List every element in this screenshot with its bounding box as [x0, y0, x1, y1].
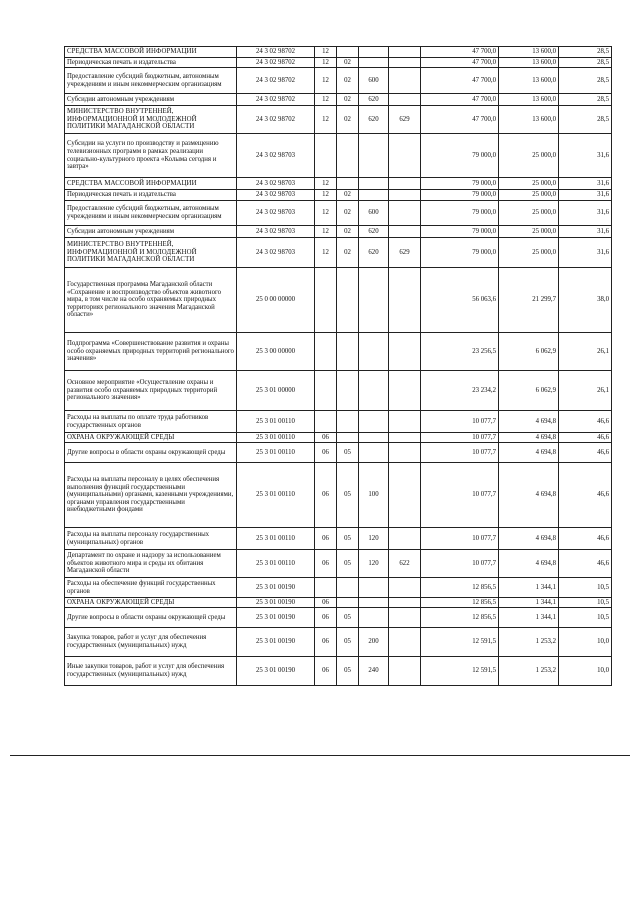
table-row — [65, 433, 612, 443]
row-plan-amount: 10 077,7 — [421, 443, 499, 463]
row-target-code: 24 3 02 98702 — [237, 106, 315, 134]
row-subsection: 02 — [337, 238, 359, 268]
row-department — [389, 528, 421, 550]
row-actual-amount: 25 000,0 — [499, 134, 559, 178]
row-section: 12 — [315, 94, 337, 106]
row-plan-amount: 10 077,7 — [421, 411, 499, 433]
row-department — [389, 134, 421, 178]
row-plan-amount: 79 000,0 — [421, 134, 499, 178]
row-department — [389, 190, 421, 201]
row-target-code: 24 3 02 98702 — [237, 68, 315, 94]
table-row — [65, 657, 612, 686]
row-actual-amount: 6 062,9 — [499, 333, 559, 371]
row-department — [389, 178, 421, 190]
row-percent: 10,5 — [559, 578, 612, 598]
row-actual-amount: 13 600,0 — [499, 106, 559, 134]
row-percent: 46,6 — [559, 443, 612, 463]
row-name: Расходы на обеспечение функций государственных органов — [65, 578, 237, 598]
row-subsection — [337, 134, 359, 178]
row-target-code: 25 3 01 00110 — [237, 463, 315, 528]
row-expense-type — [359, 134, 389, 178]
row-section — [315, 578, 337, 598]
row-name: Предоставление субсидий бюджетным, автономным учреждениям и иным некоммерческим организациям — [65, 68, 237, 94]
row-section — [315, 333, 337, 371]
row-plan-amount: 47 700,0 — [421, 47, 499, 58]
row-target-code: 25 3 01 00110 — [237, 550, 315, 578]
row-target-code: 24 3 02 98703 — [237, 134, 315, 178]
row-section: 06 — [315, 608, 337, 628]
row-name: Закупка товаров, работ и услуг для обеспечения государственных (муниципальных) нужд — [65, 628, 237, 657]
row-target-code: 24 3 02 98703 — [237, 178, 315, 190]
row-expense-type: 200 — [359, 628, 389, 657]
row-section — [315, 411, 337, 433]
row-percent: 31,6 — [559, 190, 612, 201]
row-percent: 10,0 — [559, 657, 612, 686]
row-expense-type — [359, 58, 389, 68]
row-percent: 46,6 — [559, 433, 612, 443]
row-section: 12 — [315, 106, 337, 134]
row-plan-amount: 10 077,7 — [421, 550, 499, 578]
row-actual-amount: 25 000,0 — [499, 238, 559, 268]
table-row — [65, 58, 612, 68]
row-target-code: 25 0 00 00000 — [237, 268, 315, 333]
row-name: Периодическая печать и издательства — [65, 58, 237, 68]
row-subsection — [337, 333, 359, 371]
row-name: СРЕДСТВА МАССОВОЙ ИНФОРМАЦИИ — [65, 178, 237, 190]
row-percent: 10,0 — [559, 628, 612, 657]
row-section: 12 — [315, 47, 337, 58]
row-section: 06 — [315, 443, 337, 463]
row-subsection: 05 — [337, 608, 359, 628]
row-subsection: 02 — [337, 94, 359, 106]
row-subsection: 05 — [337, 550, 359, 578]
row-plan-amount: 79 000,0 — [421, 201, 499, 226]
row-section — [315, 268, 337, 333]
table-row — [65, 68, 612, 94]
table-row — [65, 268, 612, 333]
row-plan-amount: 10 077,7 — [421, 528, 499, 550]
row-plan-amount: 79 000,0 — [421, 226, 499, 238]
row-department — [389, 443, 421, 463]
row-department — [389, 268, 421, 333]
row-section: 06 — [315, 528, 337, 550]
row-actual-amount: 13 600,0 — [499, 68, 559, 94]
row-target-code: 24 3 02 98702 — [237, 58, 315, 68]
table-row — [65, 443, 612, 463]
table-row — [65, 106, 612, 134]
row-percent: 31,6 — [559, 178, 612, 190]
row-plan-amount: 10 077,7 — [421, 463, 499, 528]
row-expense-type: 620 — [359, 238, 389, 268]
row-subsection: 02 — [337, 106, 359, 134]
table-row — [65, 94, 612, 106]
row-plan-amount: 79 000,0 — [421, 238, 499, 268]
row-plan-amount: 12 591,5 — [421, 657, 499, 686]
row-actual-amount: 4 694,8 — [499, 443, 559, 463]
row-plan-amount: 79 000,0 — [421, 190, 499, 201]
row-department — [389, 226, 421, 238]
row-subsection — [337, 598, 359, 608]
row-department — [389, 68, 421, 94]
row-expense-type — [359, 608, 389, 628]
row-plan-amount: 23 234,2 — [421, 371, 499, 411]
row-subsection: 05 — [337, 443, 359, 463]
row-percent: 28,5 — [559, 58, 612, 68]
row-section: 12 — [315, 190, 337, 201]
row-subsection: 05 — [337, 657, 359, 686]
row-actual-amount: 13 600,0 — [499, 58, 559, 68]
row-plan-amount: 23 256,5 — [421, 333, 499, 371]
row-plan-amount: 12 856,5 — [421, 598, 499, 608]
row-expense-type: 120 — [359, 528, 389, 550]
row-target-code: 25 3 01 00110 — [237, 433, 315, 443]
row-subsection — [337, 178, 359, 190]
row-section: 12 — [315, 178, 337, 190]
table-row — [65, 238, 612, 268]
row-expense-type: 600 — [359, 68, 389, 94]
row-percent: 28,5 — [559, 94, 612, 106]
row-department — [389, 608, 421, 628]
row-subsection — [337, 371, 359, 411]
row-department: 622 — [389, 550, 421, 578]
row-actual-amount: 4 694,8 — [499, 411, 559, 433]
row-subsection: 02 — [337, 190, 359, 201]
row-name: Субсидии на услуги по производству и размещению телевизионных программ в рамках реализации социально-культурного проекта «Колыма сегодня и завтра» — [65, 134, 237, 178]
row-subsection: 02 — [337, 68, 359, 94]
row-name: МИНИСТЕРСТВО ВНУТРЕННЕЙ, ИНФОРМАЦИОННОЙ И МОЛОДЕЖНОЙ ПОЛИТИКИ МАГАДАНСКОЙ ОБЛАСТИ — [65, 106, 237, 134]
row-expense-type — [359, 443, 389, 463]
row-name: ОХРАНА ОКРУЖАЮЩЕЙ СРЕДЫ — [65, 598, 237, 608]
table-row — [65, 598, 612, 608]
table-row — [65, 47, 612, 58]
row-expense-type — [359, 178, 389, 190]
row-subsection: 02 — [337, 58, 359, 68]
row-target-code: 25 3 01 00190 — [237, 578, 315, 598]
table-row — [65, 201, 612, 226]
row-expense-type: 120 — [359, 550, 389, 578]
row-plan-amount: 12 856,5 — [421, 578, 499, 598]
row-actual-amount: 4 694,8 — [499, 528, 559, 550]
row-plan-amount: 79 000,0 — [421, 178, 499, 190]
row-expense-type — [359, 268, 389, 333]
row-target-code: 24 3 02 98702 — [237, 47, 315, 58]
row-actual-amount: 1 344,1 — [499, 608, 559, 628]
row-subsection — [337, 268, 359, 333]
row-department: 629 — [389, 106, 421, 134]
row-name: Субсидии автономным учреждениям — [65, 94, 237, 106]
row-target-code: 24 3 02 98702 — [237, 94, 315, 106]
row-expense-type: 620 — [359, 226, 389, 238]
table-row — [65, 550, 612, 578]
row-actual-amount: 4 694,8 — [499, 433, 559, 443]
row-section: 12 — [315, 201, 337, 226]
row-department — [389, 58, 421, 68]
row-percent: 46,6 — [559, 550, 612, 578]
row-target-code: 25 3 00 00000 — [237, 333, 315, 371]
row-percent: 46,6 — [559, 528, 612, 550]
row-section: 06 — [315, 463, 337, 528]
row-department — [389, 94, 421, 106]
row-actual-amount: 1 344,1 — [499, 598, 559, 608]
row-subsection: 05 — [337, 528, 359, 550]
row-percent: 26,1 — [559, 333, 612, 371]
row-actual-amount: 25 000,0 — [499, 178, 559, 190]
row-percent: 46,6 — [559, 411, 612, 433]
row-target-code: 25 3 01 00000 — [237, 371, 315, 411]
row-actual-amount: 13 600,0 — [499, 47, 559, 58]
row-percent: 38,0 — [559, 268, 612, 333]
row-name: Другие вопросы в области охраны окружающей среды — [65, 443, 237, 463]
row-target-code: 24 3 02 98703 — [237, 201, 315, 226]
row-actual-amount: 21 299,7 — [499, 268, 559, 333]
row-section: 06 — [315, 433, 337, 443]
row-plan-amount: 56 063,6 — [421, 268, 499, 333]
row-target-code: 24 3 02 98703 — [237, 226, 315, 238]
table-row — [65, 178, 612, 190]
row-target-code: 25 3 01 00110 — [237, 528, 315, 550]
row-name: МИНИСТЕРСТВО ВНУТРЕННЕЙ, ИНФОРМАЦИОННОЙ И МОЛОДЕЖНОЙ ПОЛИТИКИ МАГАДАНСКОЙ ОБЛАСТИ — [65, 238, 237, 268]
row-expense-type: 600 — [359, 201, 389, 226]
row-department — [389, 578, 421, 598]
row-subsection: 05 — [337, 463, 359, 528]
row-name: Подпрограмма «Совершенствование развития и охраны особо охраняемых природных территорий регионального значения» — [65, 333, 237, 371]
row-actual-amount: 13 600,0 — [499, 94, 559, 106]
page-bottom-rule — [10, 755, 630, 756]
row-percent: 46,6 — [559, 463, 612, 528]
row-name: ОХРАНА ОКРУЖАЮЩЕЙ СРЕДЫ — [65, 433, 237, 443]
row-department — [389, 628, 421, 657]
row-subsection: 02 — [337, 201, 359, 226]
row-actual-amount: 4 694,8 — [499, 463, 559, 528]
row-actual-amount: 4 694,8 — [499, 550, 559, 578]
row-plan-amount: 12 856,5 — [421, 608, 499, 628]
row-target-code: 24 3 02 98703 — [237, 238, 315, 268]
row-section: 06 — [315, 598, 337, 608]
row-target-code: 25 3 01 00190 — [237, 657, 315, 686]
row-department — [389, 411, 421, 433]
row-section: 06 — [315, 628, 337, 657]
row-subsection — [337, 411, 359, 433]
row-name: Иные закупки товаров, работ и услуг для обеспечения государственных (муниципальных) нужд — [65, 657, 237, 686]
row-plan-amount: 47 700,0 — [421, 106, 499, 134]
row-name: Предоставление субсидий бюджетным, автономным учреждениям и иным некоммерческим организациям — [65, 201, 237, 226]
row-expense-type — [359, 411, 389, 433]
row-actual-amount: 6 062,9 — [499, 371, 559, 411]
row-subsection: 05 — [337, 628, 359, 657]
table-row — [65, 134, 612, 178]
row-department — [389, 463, 421, 528]
row-percent: 28,5 — [559, 68, 612, 94]
row-expense-type — [359, 433, 389, 443]
row-name: Периодическая печать и издательства — [65, 190, 237, 201]
table-body — [65, 47, 612, 686]
row-expense-type — [359, 47, 389, 58]
row-subsection — [337, 47, 359, 58]
row-actual-amount: 1 344,1 — [499, 578, 559, 598]
row-section: 06 — [315, 550, 337, 578]
row-department — [389, 433, 421, 443]
row-section — [315, 371, 337, 411]
table-row — [65, 463, 612, 528]
table-row — [65, 411, 612, 433]
row-target-code: 25 3 01 00110 — [237, 443, 315, 463]
row-name: Основное мероприятие «Осуществление охраны и развития особо охраняемых природных территорий регионального значения» — [65, 371, 237, 411]
table-row — [65, 578, 612, 598]
row-section: 12 — [315, 238, 337, 268]
row-expense-type — [359, 190, 389, 201]
table-row — [65, 371, 612, 411]
row-section — [315, 134, 337, 178]
row-actual-amount: 25 000,0 — [499, 226, 559, 238]
row-percent: 28,5 — [559, 47, 612, 58]
table-row — [65, 190, 612, 201]
row-target-code: 25 3 01 00190 — [237, 608, 315, 628]
row-actual-amount: 25 000,0 — [499, 201, 559, 226]
row-percent: 10,5 — [559, 598, 612, 608]
row-plan-amount: 47 700,0 — [421, 68, 499, 94]
row-section: 12 — [315, 226, 337, 238]
row-name: Расходы на выплаты персоналу в целях обеспечения выполнения функций государственными (муниципальными) органами, казенными учреждениями, органами управления государственными внебюджетными фондами — [65, 463, 237, 528]
row-expense-type — [359, 578, 389, 598]
row-percent: 26,1 — [559, 371, 612, 411]
row-expense-type: 620 — [359, 94, 389, 106]
row-name: Другие вопросы в области охраны окружающей среды — [65, 608, 237, 628]
table-row — [65, 608, 612, 628]
row-percent: 31,6 — [559, 201, 612, 226]
row-department — [389, 47, 421, 58]
row-name: СРЕДСТВА МАССОВОЙ ИНФОРМАЦИИ — [65, 47, 237, 58]
row-department — [389, 598, 421, 608]
row-expense-type: 100 — [359, 463, 389, 528]
row-expense-type — [359, 371, 389, 411]
row-percent: 31,6 — [559, 226, 612, 238]
row-department — [389, 333, 421, 371]
row-name: Департамент по охране и надзору за использованием объектов животного мира и среды их обитания Магаданской области — [65, 550, 237, 578]
row-target-code: 25 3 01 00190 — [237, 628, 315, 657]
row-name: Расходы на выплаты персоналу государственных (муниципальных) органов — [65, 528, 237, 550]
row-expense-type: 620 — [359, 106, 389, 134]
row-plan-amount: 12 591,5 — [421, 628, 499, 657]
row-plan-amount: 47 700,0 — [421, 58, 499, 68]
row-expense-type — [359, 333, 389, 371]
row-percent: 31,6 — [559, 238, 612, 268]
row-actual-amount: 25 000,0 — [499, 190, 559, 201]
row-name: Государственная программа Магаданской области «Сохранение и воспроизводство объектов животного мира, в том числе на особо охраняемых природных территориях регионального значения Магаданской области» — [65, 268, 237, 333]
row-section: 12 — [315, 58, 337, 68]
table-row — [65, 226, 612, 238]
row-actual-amount: 1 253,2 — [499, 657, 559, 686]
row-subsection — [337, 433, 359, 443]
row-actual-amount: 1 253,2 — [499, 628, 559, 657]
row-department — [389, 201, 421, 226]
row-percent: 31,6 — [559, 134, 612, 178]
table-row — [65, 628, 612, 657]
row-percent: 10,5 — [559, 608, 612, 628]
row-percent: 28,5 — [559, 106, 612, 134]
table-row — [65, 333, 612, 371]
budget-table — [64, 46, 612, 686]
row-target-code: 25 3 01 00190 — [237, 598, 315, 608]
row-name: Субсидии автономным учреждениям — [65, 226, 237, 238]
row-expense-type — [359, 598, 389, 608]
row-target-code: 25 3 01 00110 — [237, 411, 315, 433]
row-section: 12 — [315, 68, 337, 94]
row-target-code: 24 3 02 98703 — [237, 190, 315, 201]
row-subsection: 02 — [337, 226, 359, 238]
table-row — [65, 528, 612, 550]
row-department — [389, 657, 421, 686]
row-expense-type: 240 — [359, 657, 389, 686]
row-section: 06 — [315, 657, 337, 686]
row-plan-amount: 47 700,0 — [421, 94, 499, 106]
row-subsection — [337, 578, 359, 598]
row-plan-amount: 10 077,7 — [421, 433, 499, 443]
row-name: Расходы на выплаты по оплате труда работников государственных органов — [65, 411, 237, 433]
row-department: 629 — [389, 238, 421, 268]
row-department — [389, 371, 421, 411]
